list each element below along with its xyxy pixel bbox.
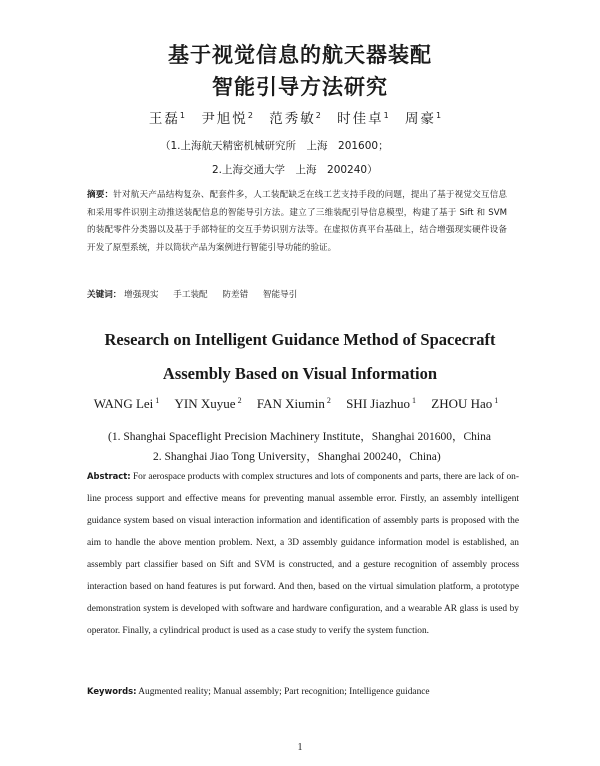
chinese-abstract-label: 摘要：: [87, 190, 114, 200]
page-number: 1: [297, 742, 303, 753]
chinese-abstract: [87, 187, 507, 257]
author-sup: 2: [237, 396, 242, 405]
english-authors: [0, 396, 600, 412]
english-keywords: [87, 686, 430, 697]
english-abstract-text: For aerospace products with complex structures and lots of components and parts, there are lack of on-line process support and effective means for preventing manual assemble error. Firstly, an assembly intelligent guidance system based on visual interaction information and identification of assembly parts is proposed with the aim to handle the above mention problem. Next, a 3D assembly guidance information model is established, an assembly part classifier based on Sift and SVM is constructed, and a gesture recognition of assembly process interaction based on hand features is put forward. And then, based on the virtual simulation platform, a prototype demonstration system is developed with software and hardware configuration, and a wearable AR glass is used by operator. Finally, a cylindrical product is used as a case study to verify the system function.: [87, 472, 519, 636]
author-sup: 1: [435, 110, 442, 120]
author-sup: 2: [247, 110, 253, 120]
chinese-title-line-1: 基于视觉信息的航天器装配: [168, 43, 432, 67]
chinese-abstract-text: 针对航天产品结构复杂、配套件多，人工装配缺乏在线工艺支持手段的问题，提出了基于视觉交互信息和采用零件识别主动推送装配信息的智能导引方法。建立了三维装配引导信息模型，构建了基于 Sift 和 SVM 的装配零件分类器以及基于手部特征的交互手势识别方法等。在虚拟仿真平台基础上，结合增强现实硬件设备开发了原型系统，并以筒状产品为案例进行智能引导功能的验证。: [87, 190, 507, 253]
chinese-author: 尹旭悦: [201, 111, 248, 127]
english-title-line-1: Research on Intelligent Guidance Method of Spacecraft: [104, 330, 496, 349]
chinese-affiliation-1: （1.上海航天精密机械研究所 上海 201600；: [160, 140, 389, 152]
chinese-affiliation-2: 2.上海交通大学 上海 200240）: [212, 164, 378, 176]
english-affiliation-1: (1. Shanghai Spaceflight Precision Machinery Institute，Shanghai 201600，China: [108, 431, 491, 443]
english-abstract-label: Abstract:: [87, 471, 131, 481]
author-sup: 1: [383, 110, 389, 120]
chinese-author: 王磊: [148, 111, 180, 127]
english-author: FAN Xiumin: [256, 396, 325, 412]
chinese-title-line-2: 智能引导方法研究: [212, 75, 388, 99]
chinese-keywords: [87, 288, 309, 300]
chinese-keyword: 防差错: [222, 290, 249, 300]
chinese-keyword: 智能导引: [262, 290, 298, 300]
author-sup: 2: [315, 110, 321, 120]
english-keywords-label: Keywords:: [87, 686, 137, 696]
author-sup: 1: [179, 110, 186, 120]
english-author: ZHOU Hao: [431, 396, 493, 412]
english-title-line-2: Assembly Based on Visual Information: [162, 364, 438, 383]
english-affiliation-2: 2. Shanghai Jiao Tong University，Shanghai 200240，China): [153, 451, 441, 463]
english-keywords-text: Augmented reality; Manual assembly; Part recognition; Intelligence guidance: [138, 687, 430, 697]
chinese-keywords-label: 关键词：: [87, 290, 122, 300]
chinese-author: 周豪: [404, 111, 436, 127]
english-abstract: [87, 465, 519, 642]
chinese-author: 范秀敏: [269, 111, 316, 127]
english-author: YIN Xuyue: [174, 396, 236, 412]
author-sup: 2: [326, 396, 331, 405]
chinese-author: 时佳卓: [337, 111, 384, 127]
author-sup: 1: [412, 396, 416, 405]
author-sup: 1: [494, 396, 499, 405]
chinese-keyword: 手工装配: [173, 290, 208, 300]
chinese-keyword: 增强现实: [124, 290, 159, 300]
author-sup: 1: [155, 396, 160, 405]
english-author: SHI Jiazhuo: [346, 396, 410, 412]
chinese-authors: [0, 107, 600, 127]
english-author: WANG Lei: [93, 396, 154, 412]
